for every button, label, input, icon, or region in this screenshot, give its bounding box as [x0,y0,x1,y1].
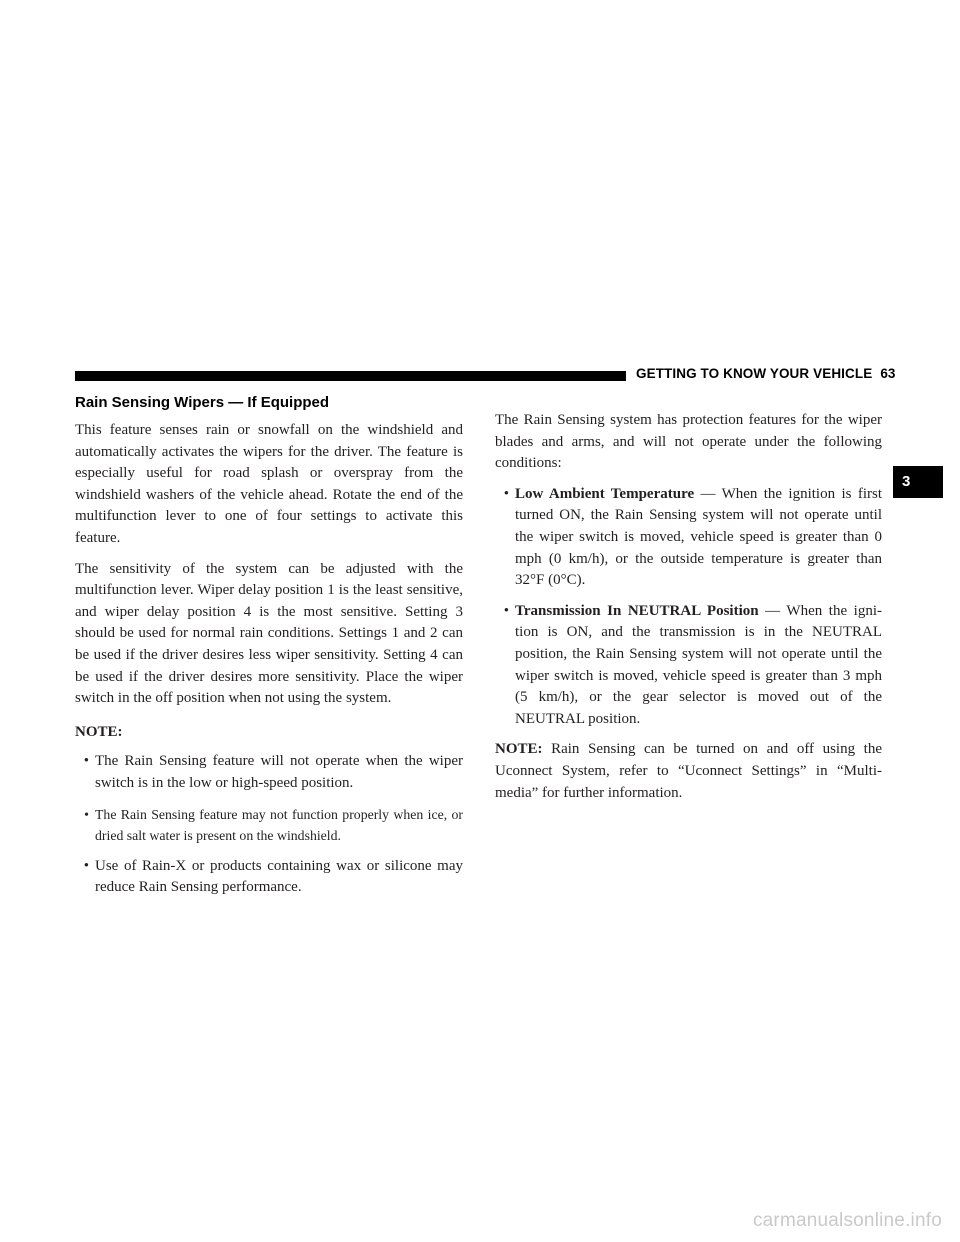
condition-term: Low Ambient Temperature [515,485,695,502]
condition-text: — When the igni-tion is ON, and the transmission is in the NEUTRAL position, the Rain Sensing system will not operate until the wiper switch is moved, vehicle speed is greater than 3 mph (5 km/h), or the gear selector is moved out of the NEUTRAL position. [515,602,882,727]
uconnect-note [495,739,882,804]
note-text: Use of Rain-X or products containing wax or silicone may reduce Rain Sensing performance. [95,857,463,896]
chapter-tab: 3 [893,466,943,498]
bullet-icon: • [83,857,89,874]
note-list [75,751,463,899]
bullet-icon: • [84,806,89,822]
header-rule [75,371,626,381]
note-label: NOTE: [495,741,543,758]
condition-term: Transmission In NEUTRAL Position [515,602,759,619]
page-number: 63 [880,366,896,381]
note-item [75,751,463,794]
right-column [495,410,882,813]
paragraph-protection: The Rain Sensing system has protection features for the wiper blades and arms, and will not operate under the following conditions: [495,412,882,472]
section-heading: Rain Sensing Wipers — If Equipped [75,394,330,411]
note-label: NOTE: [75,723,123,740]
note-text: The Rain Sensing feature will not operate when the wiper switch is in the low or high-speed position. [95,753,463,791]
watermark: carmanualsonline.info [752,1210,942,1231]
condition-list [495,484,882,731]
note-item [75,856,463,899]
paragraph-sensitivity: The sensitivity of the system can be adjusted with the multifunction lever. Wiper delay position 1 is the least sensitive, and wiper delay position 4 is the most sensitive. Setting 3 should be used for normal rain conditions. Settings 1 and 2 can be used if the driver desires less wiper sensitivity. Setting 4 can be used if the driver desires more sensitivity. Place the wiper switch in the off position when not using the system. [75,560,463,707]
bullet-icon: • [503,602,509,619]
running-header [636,366,896,381]
note-item [75,804,463,847]
header-title: GETTING TO KNOW YOUR VEHICLE [636,366,873,381]
bullet-icon: • [503,485,509,502]
condition-item [495,601,882,731]
condition-text: — When the ignition is first turned ON, the Rain Sensing system will not operate until the wiper switch is moved, vehicle speed is greater than 0 mph (0 km/h), or the outside temperature is greater than 32°F (0°C). [515,485,882,589]
note-text: The Rain Sensing feature may not function properly when ice, or dried salt water is present on the windshield. [95,806,463,844]
condition-item [495,484,882,592]
bullet-icon: • [83,753,89,770]
paragraph-intro: This feature senses rain or snowfall on the windshield and automatically activates the wipers for the driver. The feature is especially useful for road splash or overspray from the windshield washers of the vehicle ahead. Rotate the end of the multifunction lever to one of four settings to activate this feature. [75,422,463,546]
left-column [75,392,463,908]
note-text: Rain Sensing can be turned on and off using the Uconnect System, refer to “Uconnect Settings” in “Multi-media” for further information. [495,741,882,801]
